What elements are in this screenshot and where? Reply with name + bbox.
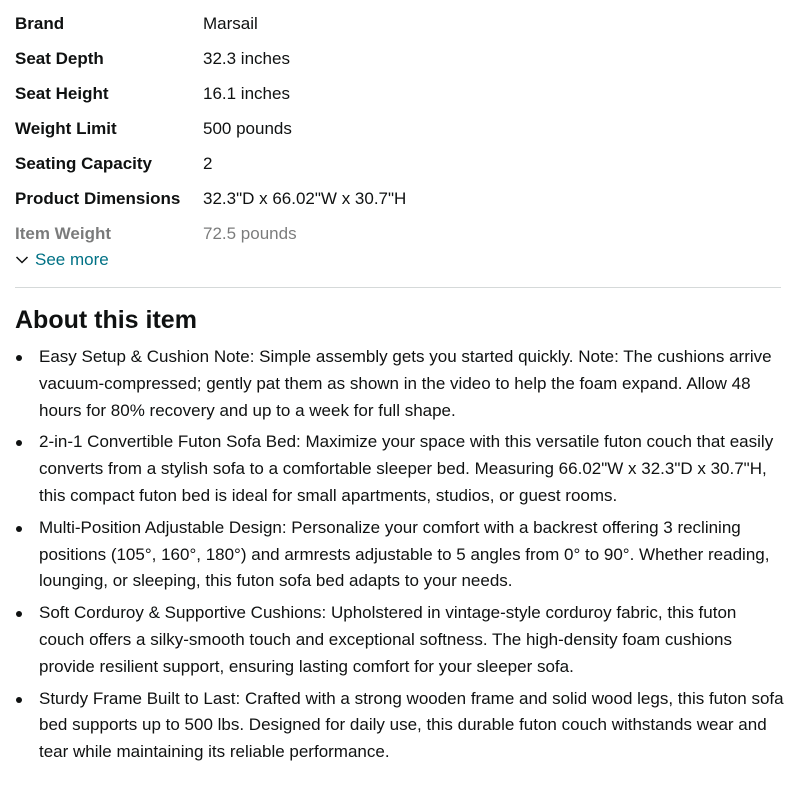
spec-label: Product Dimensions [15, 188, 181, 208]
spec-row-seating-capacity [15, 146, 785, 181]
chevron-down-icon [15, 255, 29, 265]
spec-row-brand [15, 6, 785, 41]
spec-value: Marsail [203, 13, 258, 33]
spec-label: Weight Limit [15, 118, 117, 138]
bullet-dot-icon [16, 440, 22, 446]
spec-row-seat-depth [15, 41, 785, 76]
about-bullet-list [15, 344, 785, 771]
spec-label: Seating Capacity [15, 153, 152, 173]
list-item [15, 429, 785, 509]
spec-label: Seat Height [15, 83, 109, 103]
spec-label: Item Weight [15, 223, 112, 243]
bullet-text: Soft Corduroy & Supportive Cushions: Upholstered in vintage-style corduroy fabric, this futon couch offers a silky-smooth touch and exceptional softness. The high-density foam cushions provide resilient support, ensuring lasting comfort for your sleeper sofa. [39, 603, 737, 676]
bullet-dot-icon [16, 355, 22, 361]
spec-row-product-dimensions [15, 181, 785, 216]
spec-value: 16.1 inches [203, 83, 290, 103]
product-specs-table [15, 6, 785, 251]
spec-row-seat-height [15, 76, 785, 111]
spec-value: 2 [203, 153, 213, 173]
bullet-dot-icon [16, 526, 22, 532]
spec-value: 32.3 inches [203, 48, 290, 68]
bullet-text: 2-in-1 Convertible Futon Sofa Bed: Maximize your space with this versatile futon couch that easily converts from a stylish sofa to a comfortable sleeper bed. Measuring 66.02"W x 32.3"D x 30.7"H, this compact futon bed is ideal for small apartments, studios, or guest rooms. [39, 432, 774, 505]
spec-row-item-weight [15, 216, 785, 251]
bullet-text: Easy Setup & Cushion Note: Simple assembly gets you started quickly. Note: The cushions arrive vacuum-compressed; gently pat them as shown in the video to help the foam expand. Allow 48 hours for 80% recovery and up to a week for full shape. [39, 347, 772, 420]
spec-value: 500 pounds [203, 118, 292, 138]
about-section-title: About this item [15, 306, 197, 334]
spec-value: 72.5 pounds [203, 223, 297, 243]
bullet-dot-icon [16, 611, 22, 617]
bullet-text: Sturdy Frame Built to Last: Crafted with a strong wooden frame and solid wood legs, this futon sofa bed supports up to 500 lbs. Designed for daily use, this durable futon couch withstands wear and tear while maintaining its reliable performance. [39, 688, 784, 762]
section-divider [15, 287, 781, 288]
list-item [15, 344, 785, 424]
spec-label: Brand [15, 13, 65, 33]
see-more-link[interactable] [15, 248, 109, 272]
spec-label: Seat Depth [15, 48, 104, 68]
see-more-label: See more [35, 250, 109, 269]
list-item [15, 600, 785, 680]
spec-value: 32.3"D x 66.02"W x 30.7"H [203, 188, 407, 208]
bullet-text: Multi-Position Adjustable Design: Personalize your comfort with a backrest offering 3 reclining positions (105°, 160°, 180°) and armrests adjustable to 5 angles from 0° to 90°. Whether reading, lounging, or sleeping, this futon sofa bed adapts to your needs. [39, 517, 770, 591]
spec-row-weight-limit [15, 111, 785, 146]
list-item [15, 686, 785, 766]
list-item [15, 515, 785, 595]
bullet-dot-icon [16, 697, 22, 703]
